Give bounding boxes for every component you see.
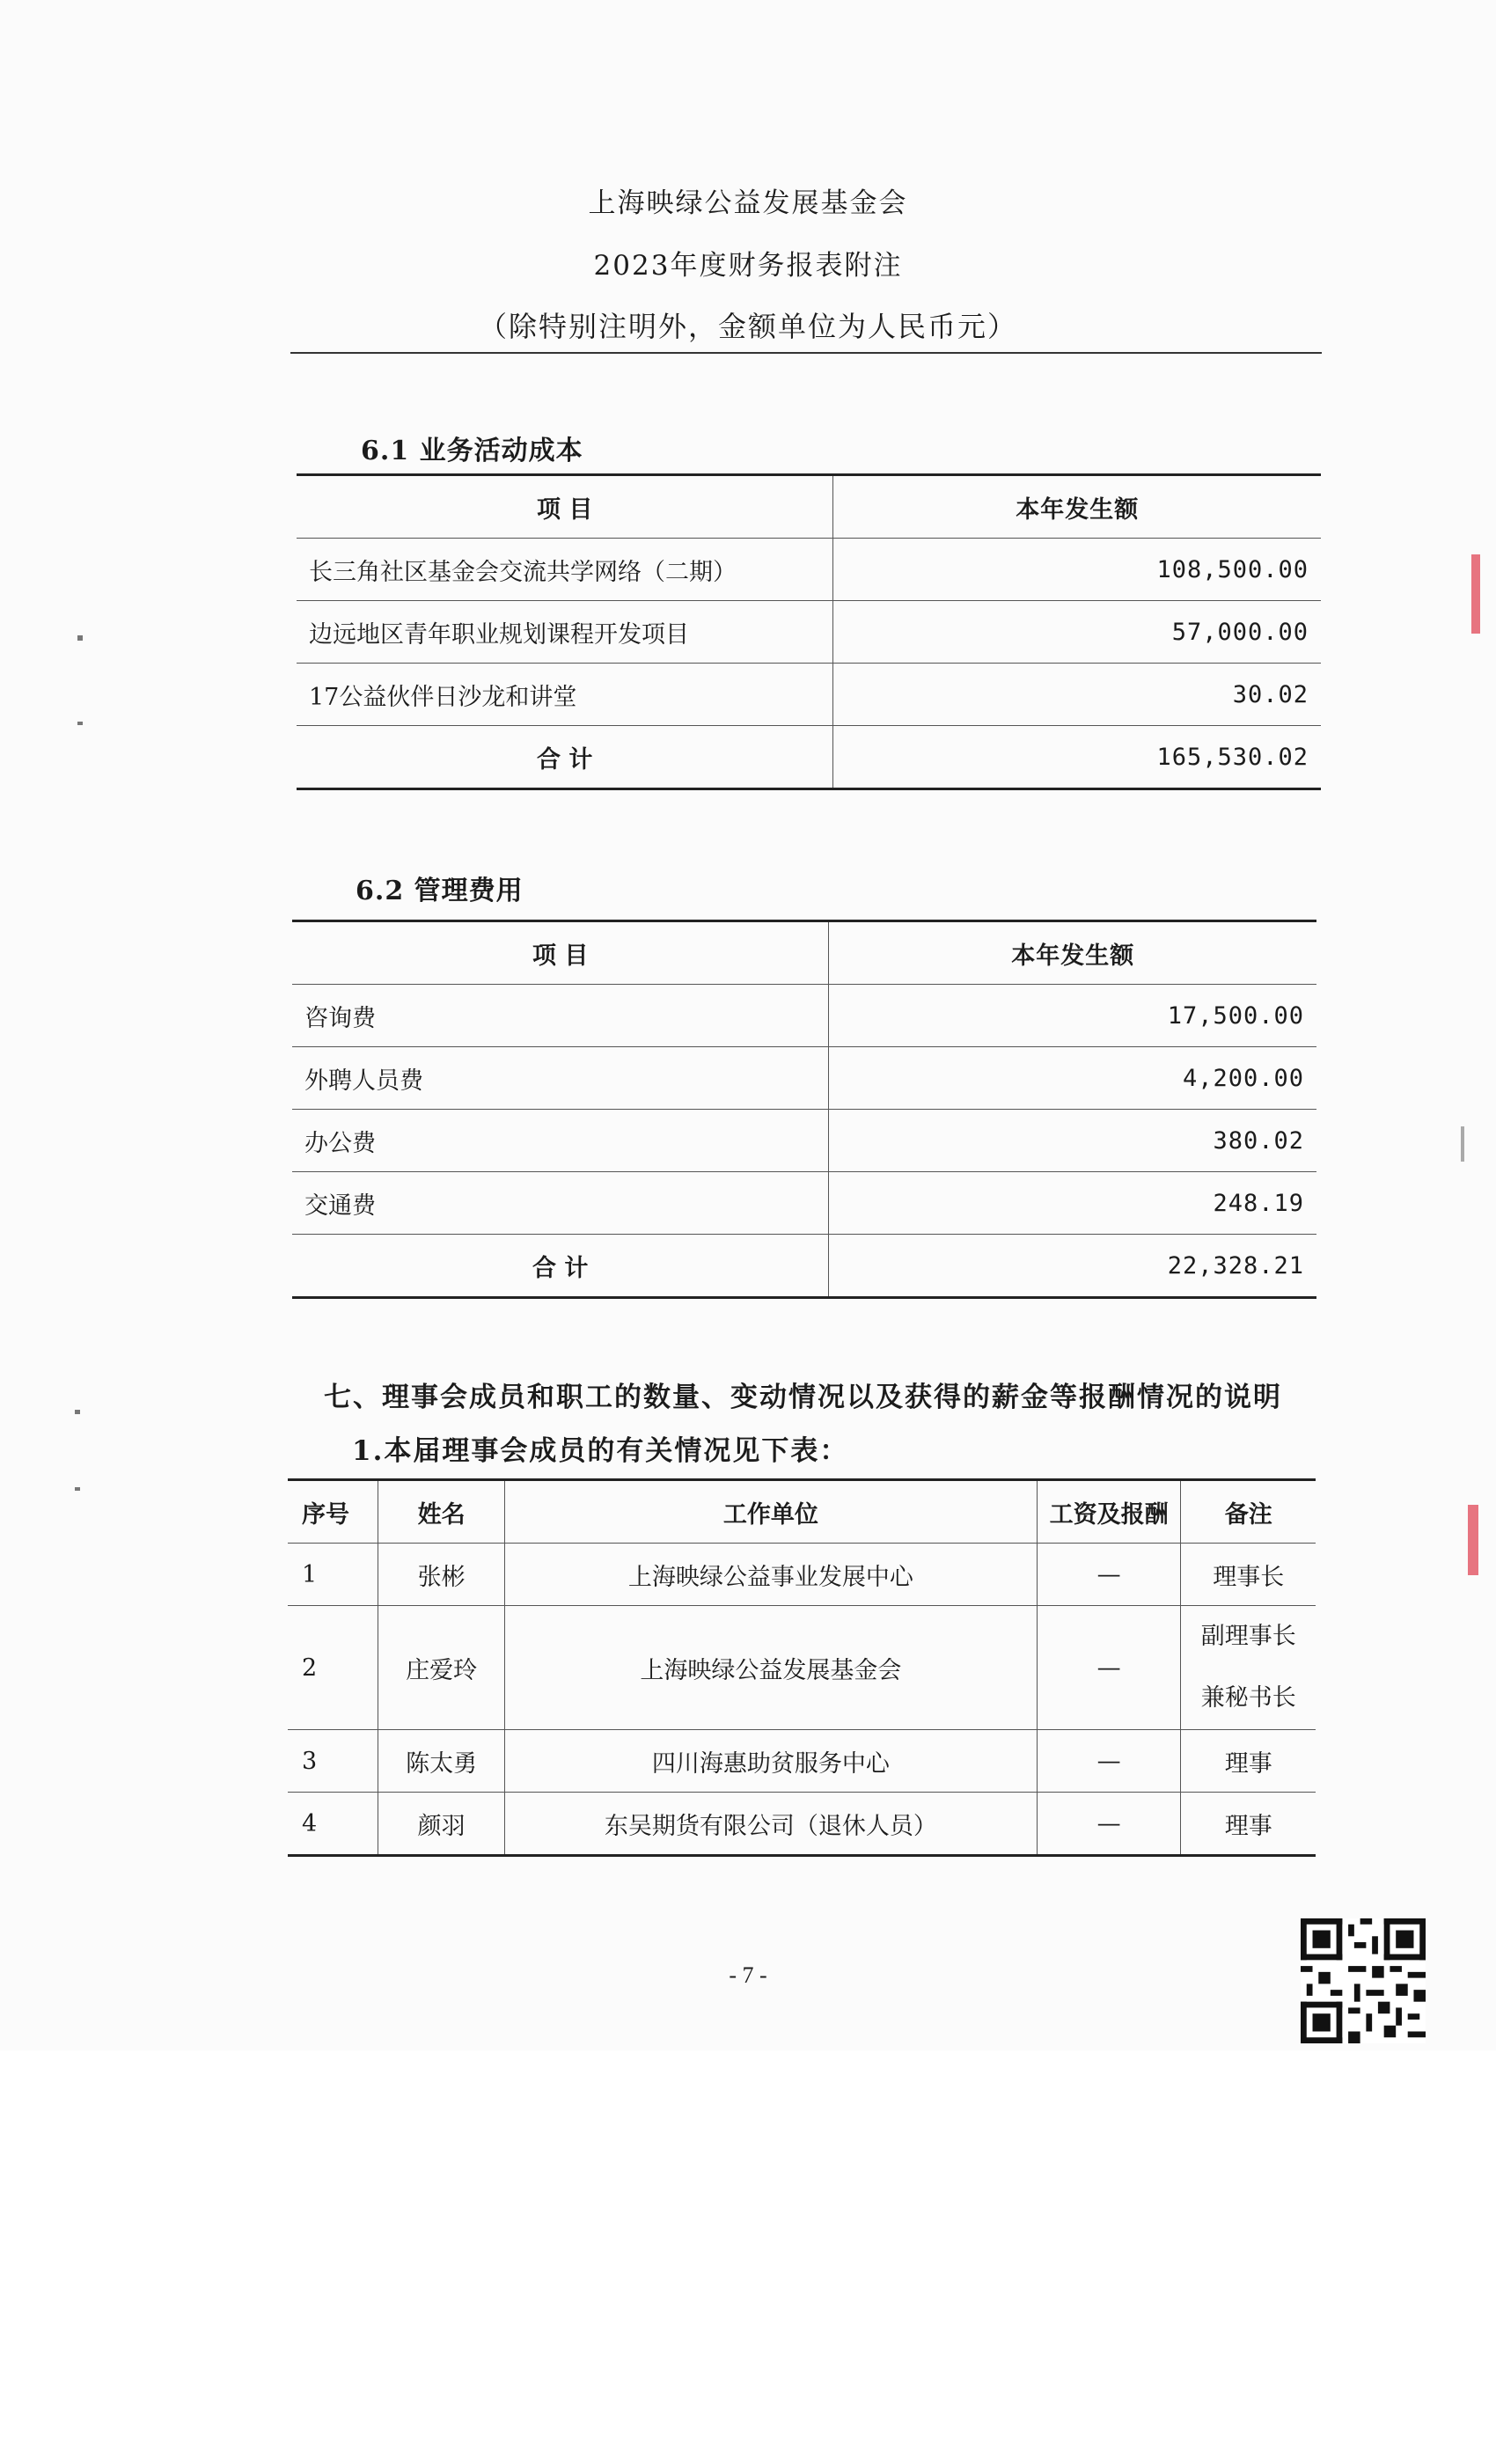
table-row bbox=[288, 1730, 1316, 1793]
member-org: 上海映绿公益发展基金会 bbox=[504, 1606, 1037, 1730]
blank-area bbox=[0, 2050, 1496, 2464]
row-item: 17公益伙伴日沙龙和讲堂 bbox=[297, 664, 833, 726]
member-name: 张彬 bbox=[378, 1544, 504, 1606]
scan-speck bbox=[77, 635, 83, 641]
table-row bbox=[288, 1544, 1316, 1606]
col-seq-header: 序号 bbox=[288, 1480, 378, 1544]
member-pay: — bbox=[1037, 1793, 1181, 1856]
table-row bbox=[297, 539, 1321, 601]
row-amount: 30.02 bbox=[833, 664, 1321, 726]
total-amount: 22,328.21 bbox=[829, 1235, 1316, 1298]
table-row bbox=[292, 1110, 1316, 1172]
section-6-2-title: 6.2 管理费用 bbox=[356, 876, 524, 906]
col-name-header: 姓名 bbox=[378, 1480, 504, 1544]
col-pay-header: 工资及报酬 bbox=[1037, 1480, 1181, 1544]
table-header-row bbox=[288, 1480, 1316, 1544]
table-header-row bbox=[292, 921, 1316, 985]
row-amount: 4,200.00 bbox=[829, 1047, 1316, 1110]
member-name: 陈太勇 bbox=[378, 1730, 504, 1793]
total-amount: 165,530.02 bbox=[833, 726, 1321, 789]
member-note-line: 兼秘书长 bbox=[1200, 1684, 1296, 1712]
member-pay: — bbox=[1037, 1544, 1181, 1606]
member-org: 四川海惠助贫服务中心 bbox=[504, 1730, 1037, 1793]
section-7-heading: 七、理事会成员和职工的数量、变动情况以及获得的薪金等报酬情况的说明 bbox=[324, 1382, 1282, 1413]
stamp-fragment bbox=[1471, 554, 1480, 634]
unit-note: （除特别注明外，金额单位为人民币元） bbox=[478, 310, 1017, 343]
col-amount-header: 本年发生额 bbox=[833, 475, 1321, 539]
row-item: 边远地区青年职业规划课程开发项目 bbox=[297, 601, 833, 664]
scan-speck bbox=[77, 722, 83, 725]
row-amount: 57,000.00 bbox=[833, 601, 1321, 664]
section-6-1-title: 6.1 业务活动成本 bbox=[361, 436, 583, 466]
member-note: 理事长 bbox=[1181, 1544, 1316, 1606]
row-item: 办公费 bbox=[292, 1110, 829, 1172]
row-amount: 17,500.00 bbox=[829, 985, 1316, 1047]
scan-speck bbox=[1461, 1126, 1464, 1162]
row-amount: 248.19 bbox=[829, 1172, 1316, 1235]
row-amount: 108,500.00 bbox=[833, 539, 1321, 601]
row-item: 交通费 bbox=[292, 1172, 829, 1235]
member-note: 理事 bbox=[1181, 1730, 1316, 1793]
table-row bbox=[297, 601, 1321, 664]
member-seq: 3 bbox=[288, 1730, 378, 1793]
member-name: 庄爱玲 bbox=[378, 1606, 504, 1730]
member-seq: 4 bbox=[288, 1793, 378, 1856]
row-item: 外聘人员费 bbox=[292, 1047, 829, 1110]
row-item: 长三角社区基金会交流共学网络（二期） bbox=[297, 539, 833, 601]
scan-speck bbox=[75, 1410, 80, 1414]
member-seq: 2 bbox=[288, 1606, 378, 1730]
row-amount: 380.02 bbox=[829, 1110, 1316, 1172]
total-label: 合 计 bbox=[292, 1235, 829, 1298]
section-7-1-subheading: 1.本届理事会成员的有关情况见下表： bbox=[352, 1435, 849, 1467]
table-row bbox=[288, 1793, 1316, 1856]
member-seq: 1 bbox=[288, 1544, 378, 1606]
admin-expense-table bbox=[292, 920, 1316, 1299]
member-pay: — bbox=[1037, 1606, 1181, 1730]
total-row bbox=[292, 1235, 1316, 1298]
table-row bbox=[292, 985, 1316, 1047]
col-org-header: 工作单位 bbox=[504, 1480, 1037, 1544]
member-note: 理事 bbox=[1181, 1793, 1316, 1856]
scan-speck bbox=[75, 1487, 80, 1491]
stamp-fragment bbox=[1468, 1505, 1478, 1575]
board-members-table bbox=[288, 1478, 1316, 1857]
member-org: 东吴期货有限公司（退休人员） bbox=[504, 1793, 1037, 1856]
col-note-header: 备注 bbox=[1181, 1480, 1316, 1544]
table-row bbox=[297, 664, 1321, 726]
org-title: 上海映绿公益发展基金会 bbox=[588, 187, 908, 219]
qr-code-icon bbox=[1301, 1918, 1426, 2043]
table-row bbox=[292, 1047, 1316, 1110]
member-pay: — bbox=[1037, 1730, 1181, 1793]
page-number: - 7 - bbox=[729, 1962, 767, 1988]
row-item: 咨询费 bbox=[292, 985, 829, 1047]
member-name: 颜羽 bbox=[378, 1793, 504, 1856]
table-row bbox=[292, 1172, 1316, 1235]
total-row bbox=[297, 726, 1321, 789]
member-org: 上海映绿公益事业发展中心 bbox=[504, 1544, 1037, 1606]
col-amount-header: 本年发生额 bbox=[829, 921, 1316, 985]
col-item-header: 项 目 bbox=[297, 475, 833, 539]
document-title: 2023年度财务报表附注 bbox=[593, 250, 903, 282]
table-header-row bbox=[297, 475, 1321, 539]
member-note bbox=[1181, 1606, 1316, 1730]
business-cost-table bbox=[297, 473, 1321, 790]
table-row bbox=[288, 1606, 1316, 1730]
col-item-header: 项 目 bbox=[292, 921, 829, 985]
header-rule bbox=[290, 352, 1322, 354]
member-note-line: 副理事长 bbox=[1200, 1623, 1296, 1650]
total-label: 合 计 bbox=[297, 726, 833, 789]
